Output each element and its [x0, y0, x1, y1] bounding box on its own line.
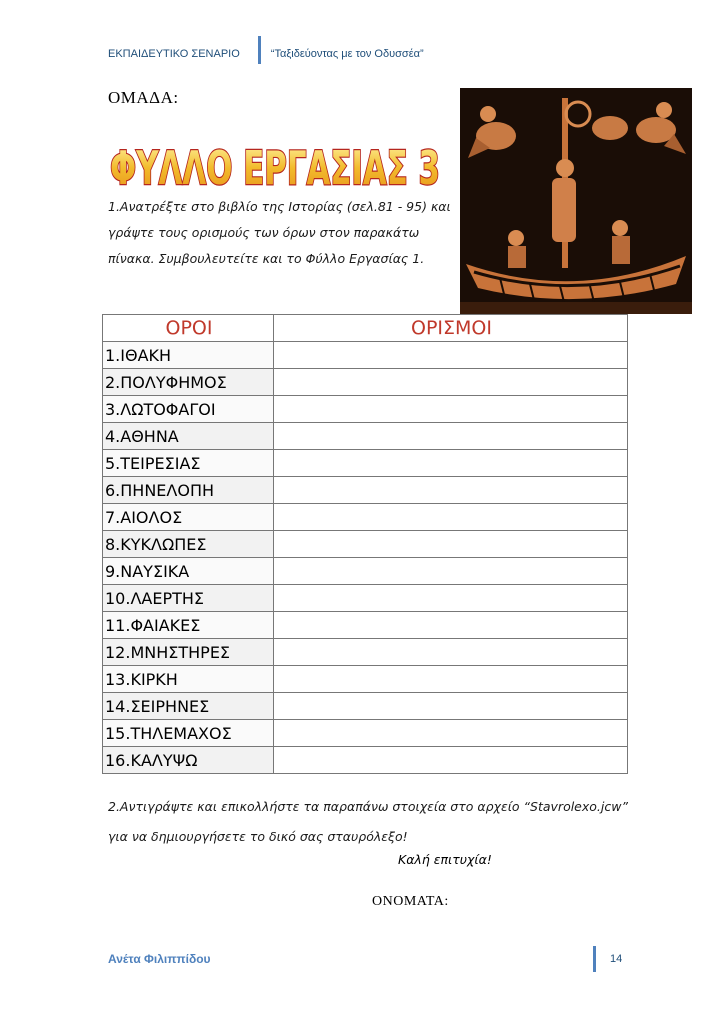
names-label: ΟΝΟΜΑΤΑ:: [372, 894, 449, 909]
table-row: [103, 369, 628, 396]
term-cell: 11.ΦΑΙΑΚΕΣ: [103, 612, 274, 639]
good-luck-text: Καλή επιτυχία!: [398, 852, 492, 867]
term-cell: 3.ΛΩΤΟΦΑΓΟΙ: [103, 396, 274, 423]
definition-cell[interactable]: [274, 693, 628, 720]
table-row: [103, 666, 628, 693]
table-row: [103, 504, 628, 531]
terms-definitions-table: [102, 314, 628, 774]
definition-cell[interactable]: [274, 747, 628, 774]
table-row: [103, 531, 628, 558]
term-cell: 12.ΜΝΗΣΤΗΡΕΣ: [103, 639, 274, 666]
table-row: [103, 396, 628, 423]
header-scenario-title: “Ταξιδεύοντας με τον Οδυσσέα”: [270, 48, 424, 60]
worksheet-title: [108, 132, 444, 194]
definition-cell[interactable]: [274, 423, 628, 450]
term-cell: 13.ΚΙΡΚΗ: [103, 666, 274, 693]
table-header-row: [103, 315, 628, 342]
page-header: [108, 40, 424, 68]
worksheet-title-text: ΦΥΛΛΟ ΕΡΓΑΣΙΑΣ 3: [110, 141, 440, 195]
odysseus-sirens-vase-image: [460, 88, 692, 314]
term-cell: 15.ΤΗΛΕΜΑΧΟΣ: [103, 720, 274, 747]
table-row: [103, 612, 628, 639]
term-cell: 2.ΠΟΛΥΦΗΜΟΣ: [103, 369, 274, 396]
definition-cell[interactable]: [274, 720, 628, 747]
header-divider: [258, 36, 261, 64]
term-cell: 5.ΤΕΙΡΕΣΙΑΣ: [103, 450, 274, 477]
table-row: [103, 342, 628, 369]
footer-page-number-block: [593, 946, 622, 972]
term-cell: 7.ΑΙΟΛΟΣ: [103, 504, 274, 531]
definition-cell[interactable]: [274, 612, 628, 639]
term-cell: 14.ΣΕΙΡΗΝΕΣ: [103, 693, 274, 720]
task1-instructions: 1.Ανατρέξτε στο βιβλίο της Ιστορίας (σελ.81 - 95) και γράψτε τους ορισμούς των όρων στον παρακάτω πίνακα. Συμβουλευτείτε και το Φύλλο Εργασίας 1.: [108, 199, 451, 266]
term-cell: 10.ΛΑΕΡΤΗΣ: [103, 585, 274, 612]
table-row: [103, 720, 628, 747]
table-row: [103, 585, 628, 612]
table-row: [103, 558, 628, 585]
terms-column-header: ΟΡΟΙ: [103, 315, 274, 342]
definition-cell[interactable]: [274, 585, 628, 612]
term-cell: 6.ΠΗΝΕΛΟΠΗ: [103, 477, 274, 504]
table-row: [103, 450, 628, 477]
table-row: [103, 747, 628, 774]
definition-cell[interactable]: [274, 558, 628, 585]
table-row: [103, 477, 628, 504]
definition-cell[interactable]: [274, 666, 628, 693]
definitions-column-header: ΟΡΙΣΜΟΙ: [274, 315, 628, 342]
definition-cell[interactable]: [274, 639, 628, 666]
term-cell: 9.ΝΑΥΣΙΚΑ: [103, 558, 274, 585]
footer-divider: [593, 946, 596, 972]
definition-cell[interactable]: [274, 369, 628, 396]
table-row: [103, 639, 628, 666]
term-cell: 16.ΚΑΛΥΨΩ: [103, 747, 274, 774]
page-number: 14: [610, 953, 623, 965]
table-row: [103, 423, 628, 450]
definition-cell[interactable]: [274, 450, 628, 477]
term-cell: 1.ΙΘΑΚΗ: [103, 342, 274, 369]
term-cell: 4.ΑΘΗΝΑ: [103, 423, 274, 450]
definition-cell[interactable]: [274, 531, 628, 558]
group-label: ΟΜΑΔΑ:: [108, 88, 179, 107]
definition-cell[interactable]: [274, 504, 628, 531]
definition-cell[interactable]: [274, 396, 628, 423]
table-row: [103, 693, 628, 720]
footer-author: Ανέτα Φιλιππίδου: [108, 952, 211, 966]
task2-instructions: 2.Αντιγράψτε και επικολλήστε τα παραπάνω στοιχεία στο αρχείο “Stavrolexo.jcw” για να δημιουργήσετε το δικό σας σταυρόλεξο!: [108, 799, 628, 844]
definition-cell[interactable]: [274, 477, 628, 504]
header-scenario-label: ΕΚΠΑΙΔΕΥΤΙΚΟ ΣΕΝΑΡΙΟ: [108, 48, 240, 60]
definition-cell[interactable]: [274, 342, 628, 369]
term-cell: 8.ΚΥΚΛΩΠΕΣ: [103, 531, 274, 558]
